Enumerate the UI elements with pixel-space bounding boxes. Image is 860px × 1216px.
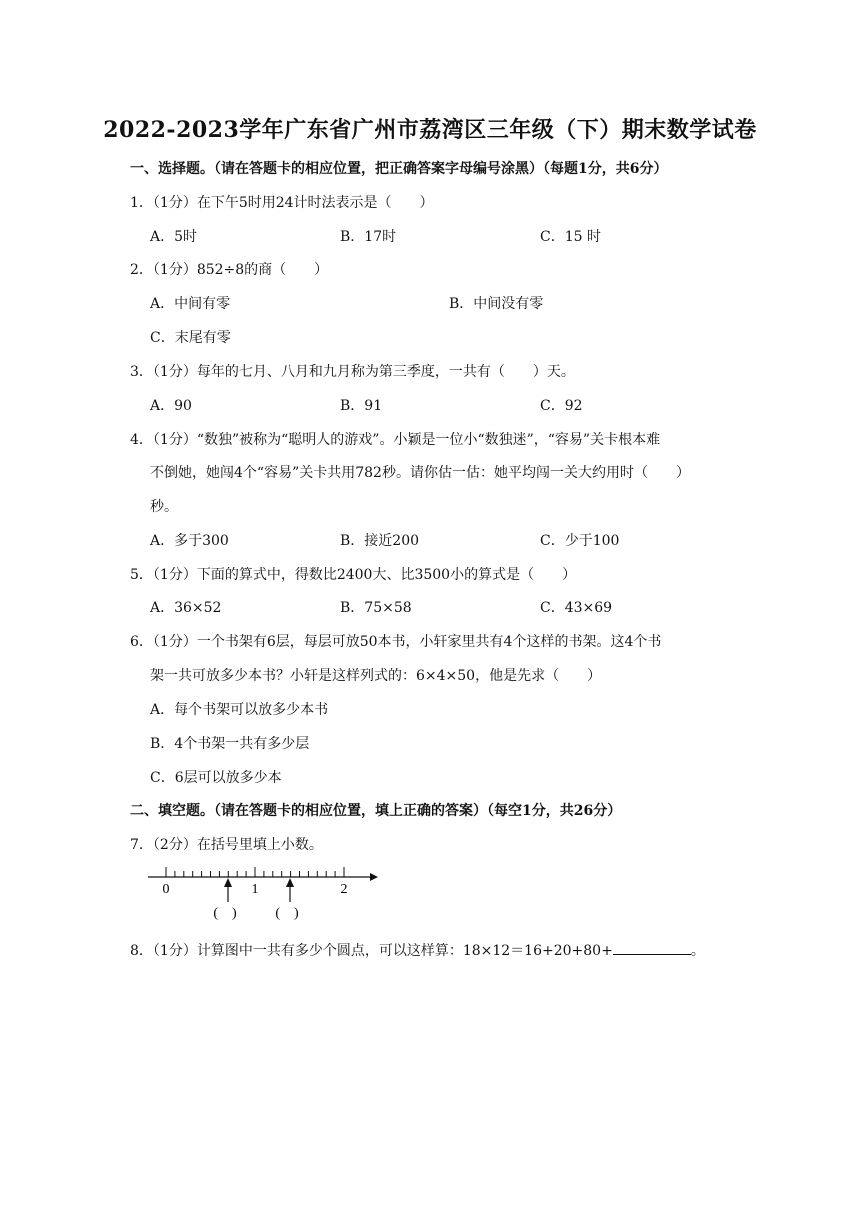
question-8-end: 。 <box>690 943 705 959</box>
question-4-stem-line-1: 4．（1分）“数独”被称为“聪明人的游戏”。小颖是一位小“数独迷”，“容易”关卡根本难 <box>130 432 661 448</box>
number-line-label-1: 1 <box>251 882 259 897</box>
question-2-option-b[interactable]: B．中间没有零 <box>449 296 544 312</box>
question-5-option-a[interactable]: A．36×52 <box>150 600 222 616</box>
question-4-option-b[interactable]: B．接近200 <box>340 533 420 549</box>
question-4-stem-line-3: 秒。 <box>150 499 178 515</box>
question-6-stem-line-1: 6．（1分）一个书架有6层，每层可放50本书，小轩家里共有4个这样的书架。这4个书 <box>130 634 662 650</box>
question-6-option-a[interactable]: A．每个书架可以放多少本书 <box>150 702 329 718</box>
section-fill-heading: 二、填空题。（请在答题卡的相应位置，填上正确的答案）（每空1分，共26分） <box>130 803 622 819</box>
exam-title: 2022-2023学年广东省广州市荔湾区三年级（下）期末数学试卷 <box>103 117 757 143</box>
question-6-option-c[interactable]: C．6层可以放多少本 <box>150 770 282 786</box>
question-4-option-a[interactable]: A．多于300 <box>150 533 229 549</box>
question-5-stem: 5．（1分）下面的算式中，得数比2400大、比3500小的算式是（ ） <box>130 567 577 583</box>
question-2-option-a[interactable]: A．中间有零 <box>150 296 231 312</box>
number-line-label-0: 0 <box>162 882 170 897</box>
number-line-blank-1: ( ) <box>213 906 237 921</box>
question-1-option-b[interactable]: B．17时 <box>340 229 397 245</box>
question-1-option-a[interactable]: A．5时 <box>150 229 198 245</box>
question-1-option-c[interactable]: C．15 时 <box>540 229 601 245</box>
question-8-line <box>130 940 705 960</box>
number-line-arrow-icon <box>370 873 378 881</box>
question-4-option-c[interactable]: C．少于100 <box>540 533 620 549</box>
number-line-figure <box>140 858 390 924</box>
number-line-label-2: 2 <box>340 882 348 897</box>
question-7-stem: 7．（2分）在括号里填上小数。 <box>130 837 323 853</box>
question-5-option-c[interactable]: C．43×69 <box>540 600 613 616</box>
question-5-option-b[interactable]: B．75×58 <box>340 600 412 616</box>
question-3-option-b[interactable]: B．91 <box>340 398 383 414</box>
question-3-option-a[interactable]: A．90 <box>150 398 192 414</box>
section-choice-heading: 一、选择题。（请在答题卡的相应位置，把正确答案字母编号涂黑）（每题1分，共6分） <box>130 161 668 177</box>
question-3-stem: 3．（1分）每年的七月、八月和九月称为第三季度，一共有（ ）天。 <box>130 364 575 380</box>
number-line-blank-2: ( ) <box>275 906 299 921</box>
question-6-option-b[interactable]: B．4个书架一共有多少层 <box>150 736 310 752</box>
question-3-option-c[interactable]: C．92 <box>540 398 583 414</box>
up-arrow-1-icon <box>224 878 232 902</box>
question-8-answer-blank[interactable] <box>613 940 691 955</box>
up-arrow-2-icon <box>286 878 294 902</box>
question-1-stem: 1．（1分）在下午5时用24计时法表示是（ ） <box>130 195 434 211</box>
question-8-stem: 8．（1分）计算图中一共有多少个圆点，可以这样算：18×12＝16+20+80+ <box>130 943 613 959</box>
question-2-stem: 2．（1分）852÷8的商（ ） <box>130 262 329 278</box>
number-line-ticks <box>166 867 344 877</box>
question-6-stem-line-2: 架一共可放多少本书？小轩是这样列式的：6×4×50，他是先求（ ） <box>150 668 602 684</box>
question-2-option-c[interactable]: C．末尾有零 <box>150 330 231 346</box>
question-4-stem-line-2: 不倒她，她闯4个“容易”关卡共用782秒。请你估一估：她平均闯一关大约用时（ ） <box>150 465 690 481</box>
